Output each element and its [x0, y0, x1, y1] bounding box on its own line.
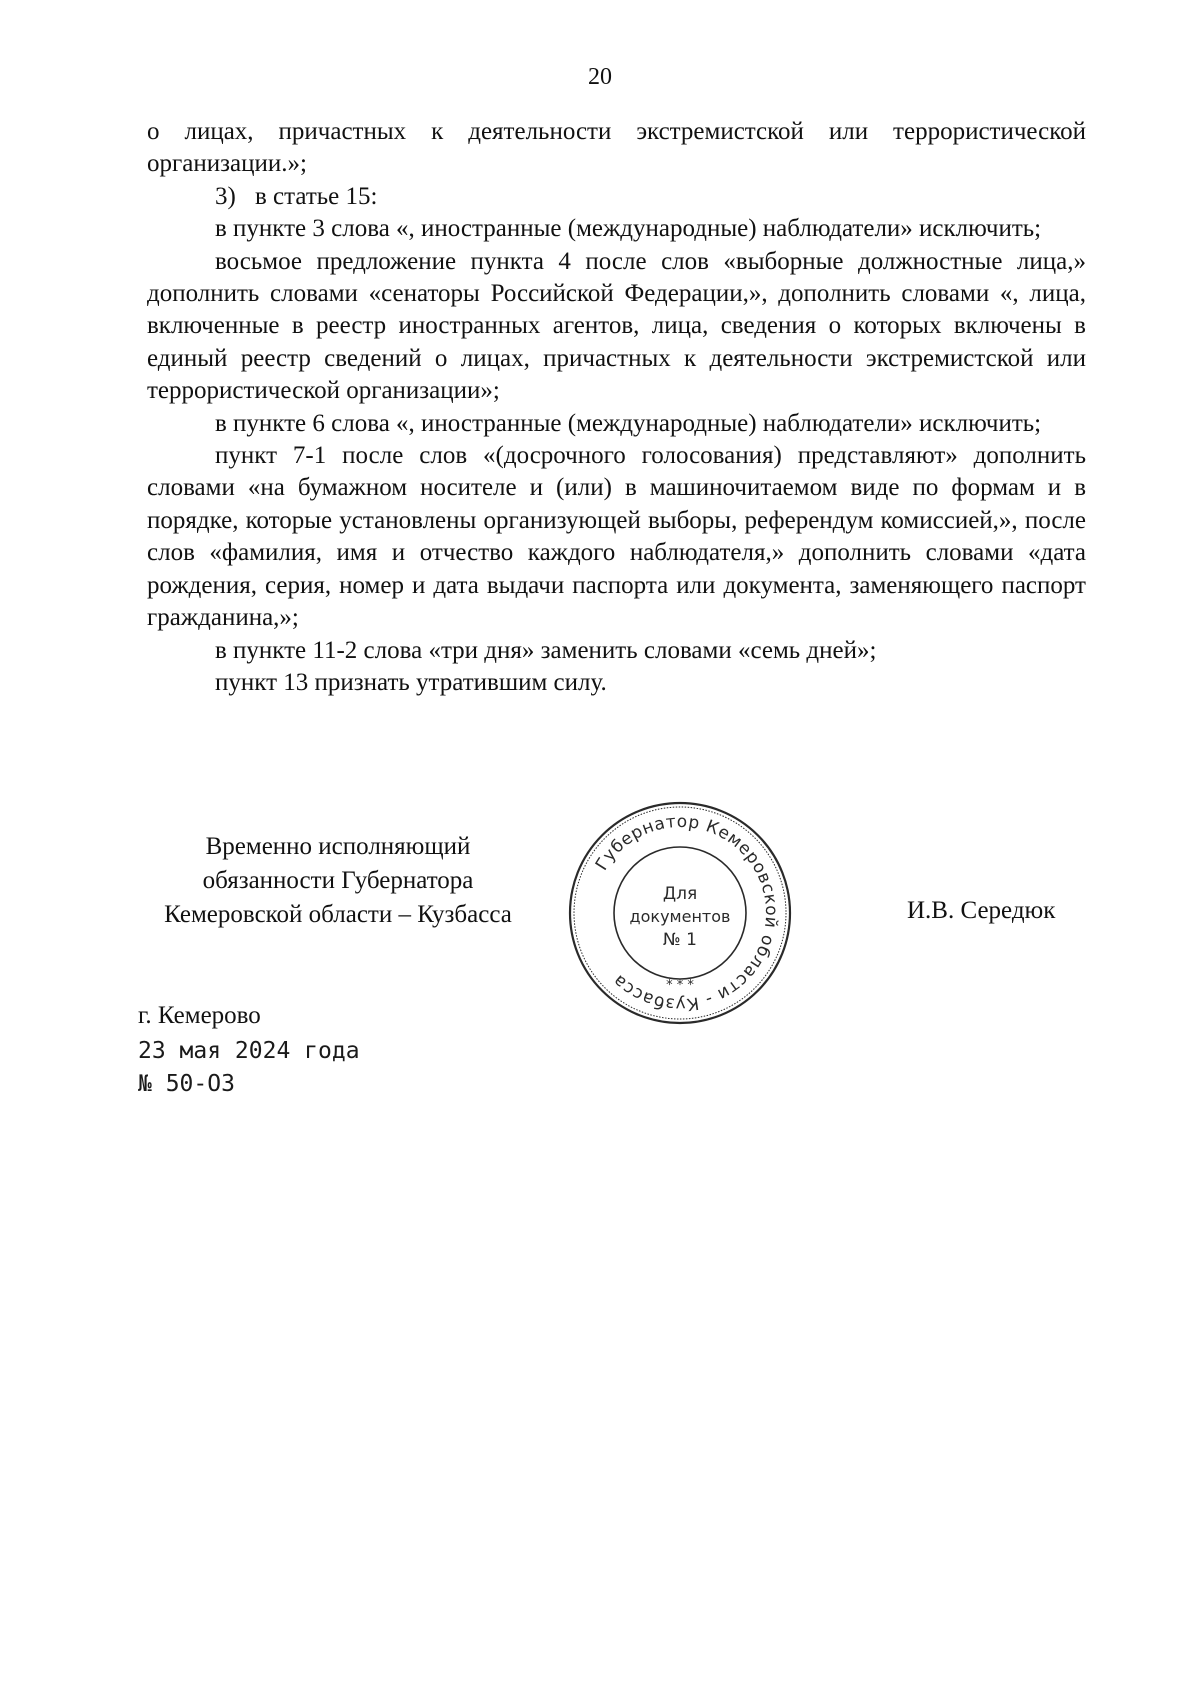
place-of-signing: г. Кемерово: [138, 1002, 261, 1029]
signature-title-line: Временно исполняющий: [205, 833, 471, 860]
stamp-stars: * * *: [666, 978, 694, 993]
paragraph-clause-7-1: пункт 7-1 после слов «(досрочного голосования) представляют» дополнить словами «на бумажном носителе и (или) в машиночитаемом виде по формам и в порядке, которые установлены организующей выборы, референдум комиссией,», после слов «фамилия, имя и отчество каждого наблюдателя,» дополнить словами «дата рождения, серия, номер и дата выдачи паспорта или документа, заменяющего паспорт гражданина,»;: [147, 442, 1086, 632]
official-seal-stamp: [565, 798, 795, 1028]
signature-title-line: Кемеровской области – Кузбасса: [164, 901, 512, 928]
paragraph-clause-11-2: в пункте 11-2 слова «три дня» заменить словами «семь дней»;: [215, 636, 877, 664]
stamp-center-line: документов: [629, 907, 731, 926]
paragraph-clause-3: в пункте 3 слова «, иностранные (международные) наблюдатели» исключить;: [215, 215, 1042, 243]
item-number: 3): [215, 182, 236, 210]
signer-name: И.В. Середюк: [907, 897, 1056, 924]
law-number: № 50-ОЗ: [138, 1071, 235, 1097]
paragraph-continuation: о лицах, причастных к деятельности экстремистской или террористической организации.»;: [147, 118, 1086, 178]
paragraph-clause-13: пункт 13 признать утратившим силу.: [215, 668, 607, 696]
stamp-center-line: № 1: [663, 930, 697, 950]
signature-title-line: обязанности Губернатора: [202, 867, 474, 894]
item-text: в статье 15:: [255, 182, 378, 210]
page-number: 20: [588, 64, 612, 90]
paragraph-item-3: [147, 181, 1086, 213]
stamp-center-line: Для: [662, 884, 698, 904]
signing-date: 23 мая 2024 года: [138, 1038, 360, 1064]
document-body: [147, 116, 1086, 699]
signature-title: [138, 830, 538, 932]
stamp-ring-text: Губернатор Кемеровской области - Кузбасса: [591, 811, 782, 1015]
paragraph-clause-6: в пункте 6 слова «, иностранные (международные) наблюдатели» исключить;: [215, 409, 1042, 437]
paragraph-clause-4: восьмое предложение пункта 4 после слов «выборные должностные лица,» дополнить словами «сенаторы Российской Федерации,», дополнить словами «, лица, включенные в реестр иностранных агентов, лица, сведения о которых включены в единый реестр сведений о лицах, причастных к деятельности экстремистской или террористической организации»;: [147, 247, 1086, 405]
